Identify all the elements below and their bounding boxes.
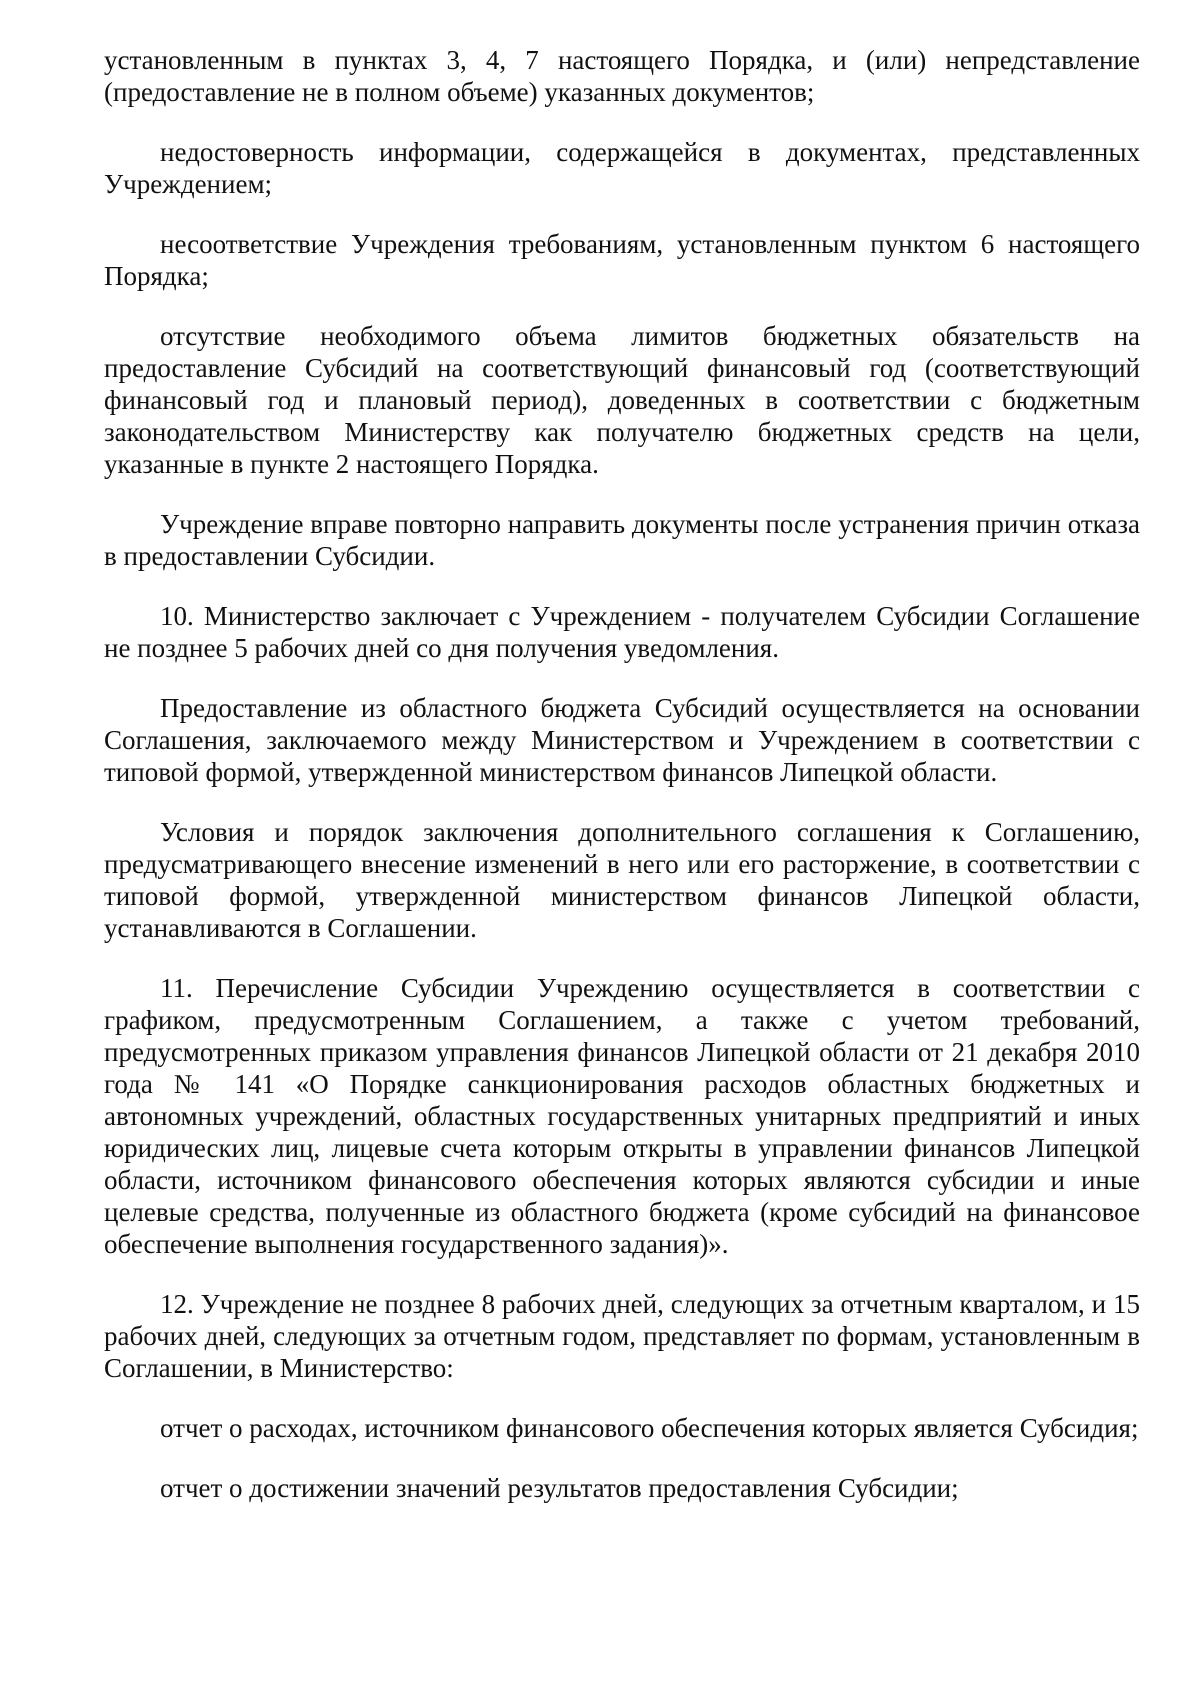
paragraph-subsidy-basis: Предоставление из областного бюджета Субсидий осуществляется на основании Соглашения, заключаемого между Министерством и Учреждением в соответствии с типовой формой, утвержденной министерством финансов Липецкой области. xyxy=(104,693,1140,787)
paragraph-unreliable-info: недостоверность информации, содержащейся в документах, представленных Учреждением; xyxy=(104,137,1140,199)
paragraph-clause-10: 10. Министерство заключает с Учреждением - получателем Субсидии Соглашение не позднее 5 рабочих дней со дня получения уведомления. xyxy=(104,601,1140,663)
paragraph-expense-report: отчет о расходах, источником финансового обеспечения которых является Субсидия; xyxy=(160,1413,1139,1443)
paragraph-continuation: установленным в пунктах 3, 4, 7 настоящего Порядка, и (или) непредставление (предоставление не в полном объеме) указанных документов; xyxy=(104,45,1140,107)
document-body xyxy=(104,44,1140,1504)
paragraph-budget-limits: отсутствие необходимого объема лимитов бюджетных обязательств на предоставление Субсидий на соответствующий финансовый год (соответствующий финансовый год и плановый период), доведенных в соответствии с бюджетным законодательством Министерству как получателю бюджетных средств на цели, указанные в пункте 2 настоящего Порядка. xyxy=(104,321,1140,479)
paragraph-additional-agreement: Условия и порядок заключения дополнительного соглашения к Соглашению, предусматривающего внесение изменений в него или его расторжение, в соответствии с типовой формой, утвержденной министерством финансов Липецкой области, устанавливаются в Соглашении. xyxy=(104,817,1140,943)
paragraph-clause-11: 11. Перечисление Субсидии Учреждению осуществляется в соответствии с графиком, предусмотренным Соглашением, а также с учетом требований, предусмотренных приказом управления финансов Липецкой области от 21 декабря 2010 года № 141 «О Порядке санкционирования расходов областных бюджетных и автономных учреждений, областных государственных унитарных предприятий и иных юридических лиц, лицевые счета которым открыты в управлении финансов Липецкой области, источником финансового обеспечения которых являются субсидии и иные целевые средства, полученные из областного бюджета (кроме субсидий на финансовое обеспечение выполнения государственного задания)». xyxy=(104,973,1140,1259)
paragraph-resubmission: Учреждение вправе повторно направить документы после устранения причин отказа в предоставлении Субсидии. xyxy=(104,509,1140,571)
paragraph-nonconformity: несоответствие Учреждения требованиям, установленным пунктом 6 настоящего Порядка; xyxy=(104,229,1140,291)
paragraph-results-report: отчет о достижении значений результатов предоставления Субсидии; xyxy=(160,1473,959,1503)
paragraph-clause-12: 12. Учреждение не позднее 8 рабочих дней, следующих за отчетным кварталом, и 15 рабочих дней, следующих за отчетным годом, представляет по формам, установленным в Соглашении, в Министерство: xyxy=(104,1289,1140,1383)
